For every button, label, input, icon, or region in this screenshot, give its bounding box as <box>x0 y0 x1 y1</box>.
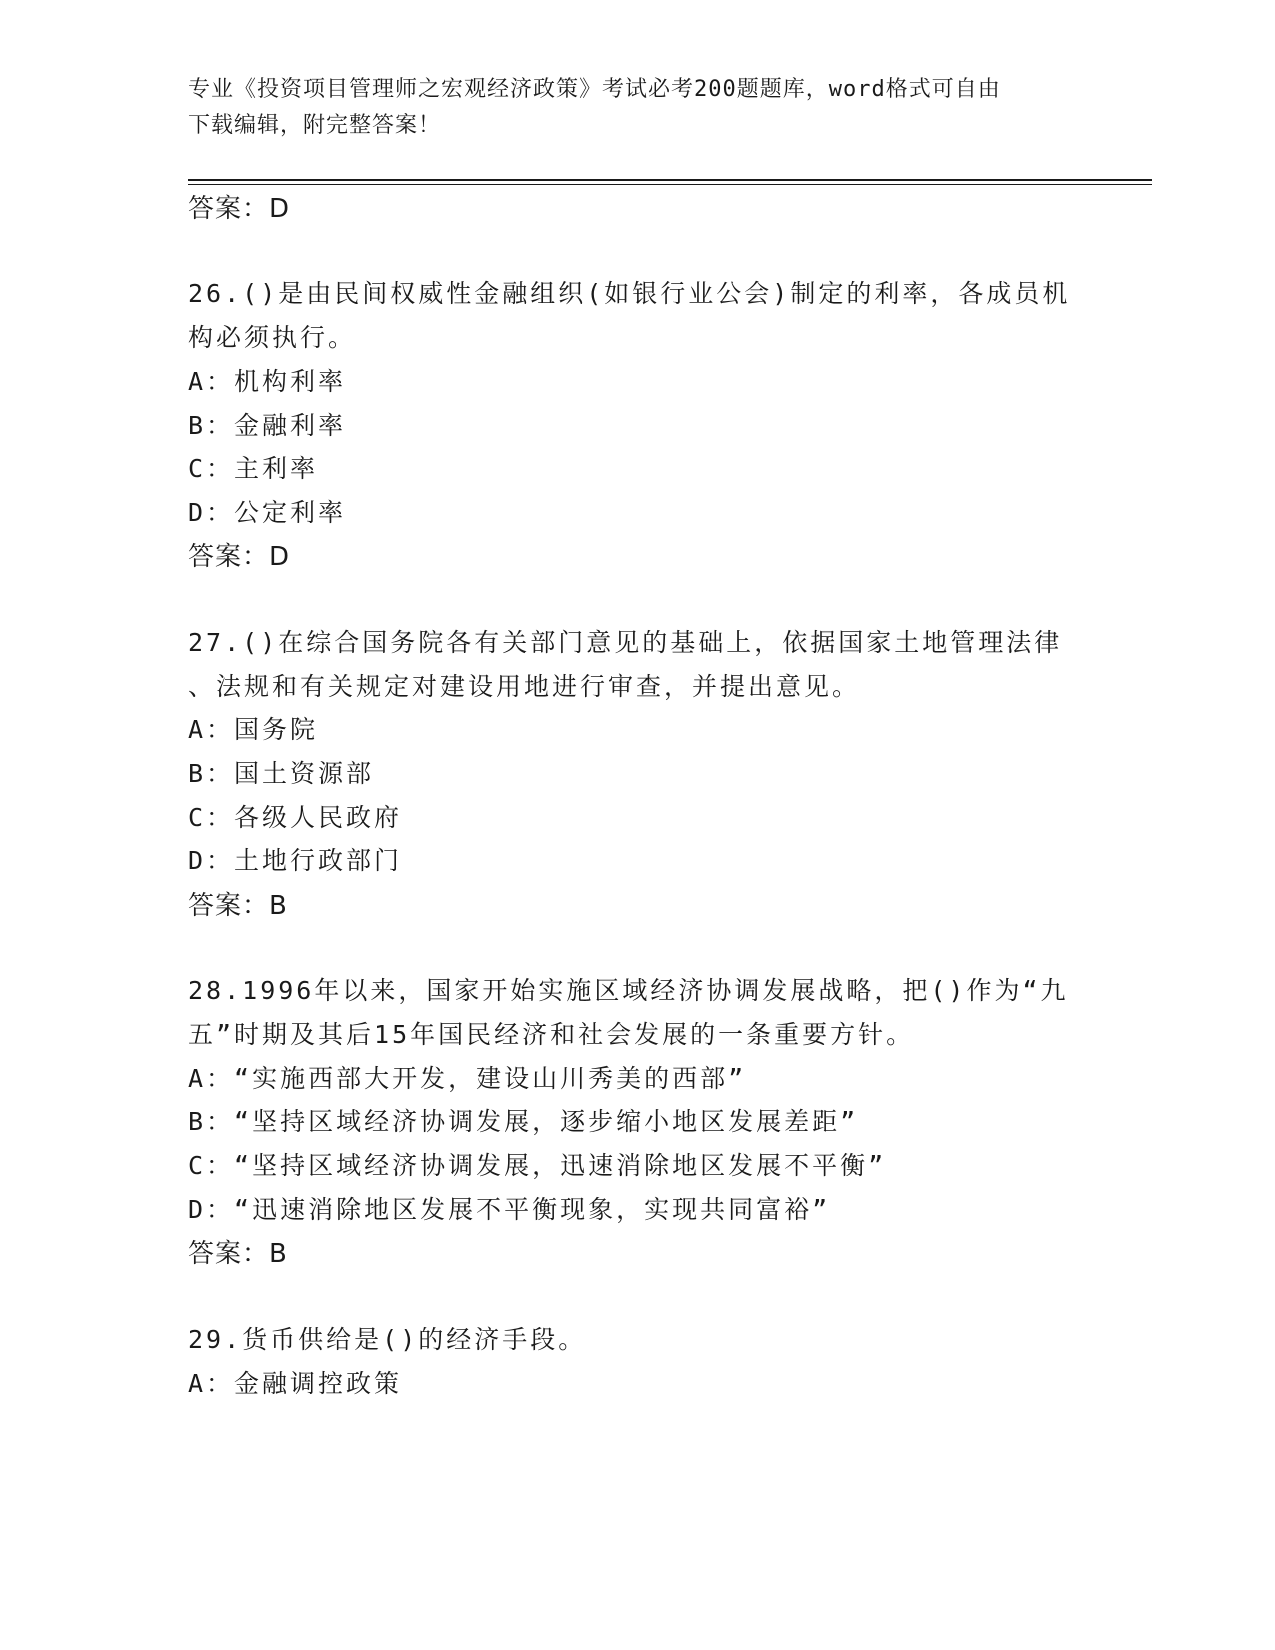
question-27-stem-line-1: 27.()在综合国务院各有关部门意见的基础上，依据国家土地管理法律 <box>188 628 1063 657</box>
question-27-option-c: C：各级人民政府 <box>188 803 403 832</box>
question-26-option-b: B：金融利率 <box>188 411 347 440</box>
question-26-option-d: D：公定利率 <box>188 498 347 527</box>
question-28-answer: 答案：B <box>188 1239 288 1269</box>
question-26-stem-line-1: 26.()是由民间权威性金融组织(如银行业公会)制定的利率，各成员机 <box>188 279 1071 308</box>
question-28-option-b: B：“坚持区域经济协调发展，逐步缩小地区发展差距” <box>188 1107 859 1136</box>
header-divider <box>188 179 1152 185</box>
question-27-answer: 答案：B <box>188 891 288 921</box>
header-line-1: 专业《投资项目管理师之宏观经济政策》考试必考200题题库，word格式可自由 <box>188 77 1001 102</box>
question-28-stem-line-1: 28.1996年以来，国家开始实施区域经济协调发展战略，把()作为“九 <box>188 976 1069 1005</box>
question-28-option-c: C：“坚持区域经济协调发展，迅速消除地区发展不平衡” <box>188 1151 887 1180</box>
question-26-stem-line-2: 构必须执行。 <box>188 323 357 352</box>
question-29-stem-line-1: 29.货币供给是()的经济手段。 <box>188 1325 587 1354</box>
question-27-option-b: B：国土资源部 <box>188 759 375 788</box>
previous-answer: 答案：D <box>188 194 291 224</box>
question-26-answer: 答案：D <box>188 542 291 572</box>
question-28-stem-line-2: 五”时期及其后15年国民经济和社会发展的一条重要方针。 <box>188 1020 915 1049</box>
question-27-option-d: D：土地行政部门 <box>188 846 403 875</box>
header-line-2: 下载编辑，附完整答案！ <box>188 113 442 138</box>
question-27-stem-line-2: 、法规和有关规定对建设用地进行审查，并提出意见。 <box>188 672 861 701</box>
question-28-option-a: A：“实施西部大开发，建设山川秀美的西部” <box>188 1064 747 1093</box>
document-header <box>188 72 1088 144</box>
question-26-option-a: A：机构利率 <box>188 367 347 396</box>
question-28-option-d: D：“迅速消除地区发展不平衡现象，实现共同富裕” <box>188 1195 831 1224</box>
question-29-option-a: A：金融调控政策 <box>188 1369 403 1398</box>
question-26-option-c: C：主利率 <box>188 454 319 483</box>
question-27-option-a: A：国务院 <box>188 715 319 744</box>
